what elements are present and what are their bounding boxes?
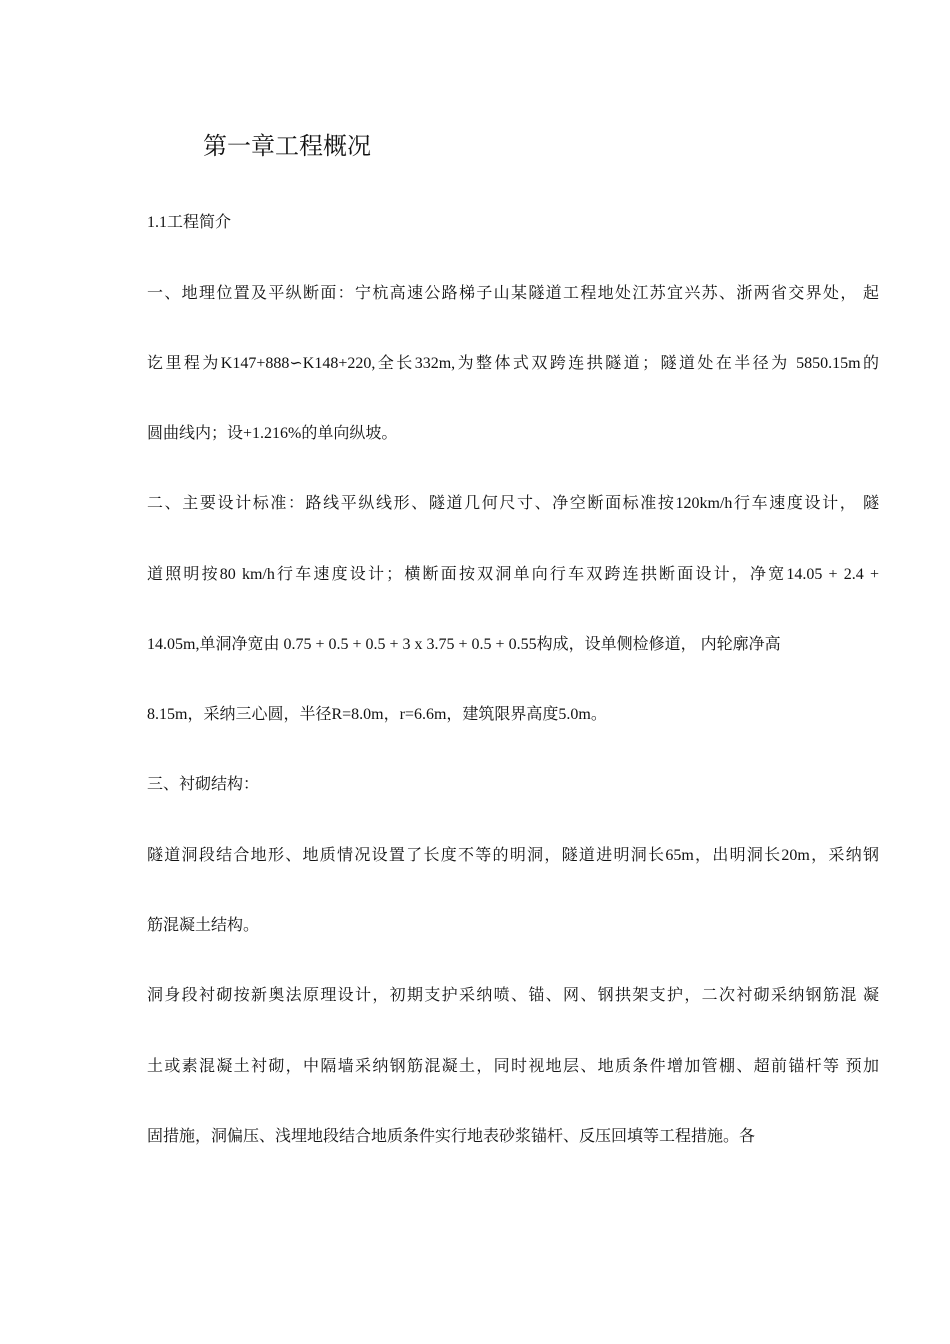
paragraph-line: 三、衬砌结构： bbox=[147, 776, 260, 793]
paragraph-line: 8.15m，采纳三心圆，半径R=8.0m，r=6.6m，建筑限界高度5.0m。 bbox=[147, 706, 607, 723]
paragraph-line: 固措施，洞偏压、浅埋地段结合地质条件实行地表砂浆锚杆、反压回填等工程措施。各 bbox=[147, 1128, 756, 1145]
section-heading: 1.1工程简介 bbox=[147, 214, 232, 231]
paragraph-line: 道照明按80 km/h行车速度设计；横断面按双洞单向行车双跨连拱断面设计，净宽14.05 + 2.4 + bbox=[147, 566, 879, 583]
paragraph-line: 讫里程为K147+888∽K148+220,全长332m,为整体式双跨连拱隧道；隧道处在半径为 5850.15m的 bbox=[147, 355, 879, 372]
paragraph-line: 隧道洞段结合地形、地质情况设置了长度不等的明洞，隧道进明洞长65m，出明洞长20m，采纳钢 bbox=[147, 847, 879, 864]
paragraph-line: 一、地理位置及平纵断面：宁杭高速公路梯子山某隧道工程地处江苏宜兴苏、浙两省交界处， 起 bbox=[147, 285, 879, 302]
paragraph-line: 洞身段衬砌按新奥法原理设计，初期支护采纳喷、锚、网、钢拱架支护，二次衬砌采纳钢筋混 凝 bbox=[147, 987, 879, 1004]
paragraph-line: 二、主要设计标准：路线平纵线形、隧道几何尺寸、净空断面标准按120km/h行车速度设计， 隧 bbox=[147, 495, 879, 512]
paragraph-line: 圆曲线内；设+1.216%的单向纵坡。 bbox=[147, 425, 398, 442]
paragraph-line: 14.05m,单洞净宽由 0.75 + 0.5 + 0.5 + 3 x 3.75 + 0.5 + 0.55构成，设单侧检修道， 内轮廓净高 bbox=[147, 636, 781, 653]
paragraph-line: 土或素混凝土衬砌，中隔墙采纳钢筋混凝土，同时视地层、地质条件增加管棚、超前锚杆等 预加 bbox=[147, 1058, 879, 1075]
paragraph-line: 筋混凝土结构。 bbox=[147, 917, 260, 934]
chapter-title: 第一章工程概况 bbox=[203, 134, 371, 160]
